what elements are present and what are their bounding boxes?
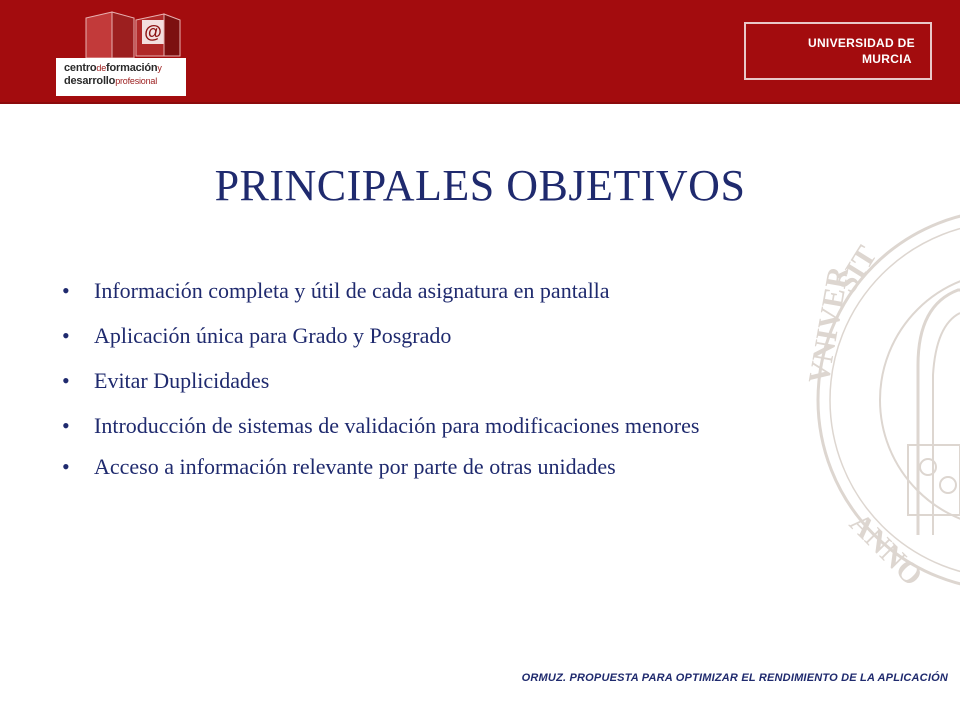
bullet-icon: • xyxy=(62,368,70,393)
list-item-text: Acceso a información relevante por parte de otras unidades xyxy=(94,454,616,479)
svg-text:VNIVER: VNIVER xyxy=(802,263,856,387)
bullet-icon: • xyxy=(62,278,70,303)
um-logo-line2: MURCIA xyxy=(862,52,912,66)
objectives-list xyxy=(62,276,862,497)
svg-text:@: @ xyxy=(144,22,162,42)
list-item xyxy=(62,411,862,440)
um-logo-line1: UNIVERSIDAD DE xyxy=(808,36,915,50)
list-item-text: Aplicación única para Grado y Posgrado xyxy=(94,323,452,348)
list-item-text: Evitar Duplicidades xyxy=(94,368,270,393)
bullet-icon: • xyxy=(62,323,70,348)
logo-text-box: centrodeformacióny desarrolloprofesional xyxy=(56,58,186,96)
universidad-murcia-logo xyxy=(744,22,932,80)
list-item xyxy=(62,366,862,395)
list-item xyxy=(62,276,862,305)
bullet-icon: • xyxy=(62,413,70,438)
svg-text:SIT: SIT xyxy=(829,240,884,299)
slide-title: PRINCIPALES OBJETIVOS xyxy=(214,161,746,210)
list-item xyxy=(62,452,862,481)
list-item-text: Información completa y útil de cada asignatura en pantalla xyxy=(94,278,610,303)
books-at-logo-icon xyxy=(82,8,186,60)
list-item xyxy=(62,321,862,350)
svg-text:ANNO: ANNO xyxy=(843,506,929,593)
centro-formacion-logo xyxy=(56,8,188,90)
bullet-icon: • xyxy=(62,454,70,479)
list-item-text: Introducción de sistemas de validación para modificaciones menores xyxy=(94,413,700,438)
header-bar xyxy=(0,0,960,104)
footer-caption: ORMUZ. PROPUESTA PARA OPTIMIZAR EL RENDIMIENTO DE LA APLICACIÓN xyxy=(521,672,948,684)
